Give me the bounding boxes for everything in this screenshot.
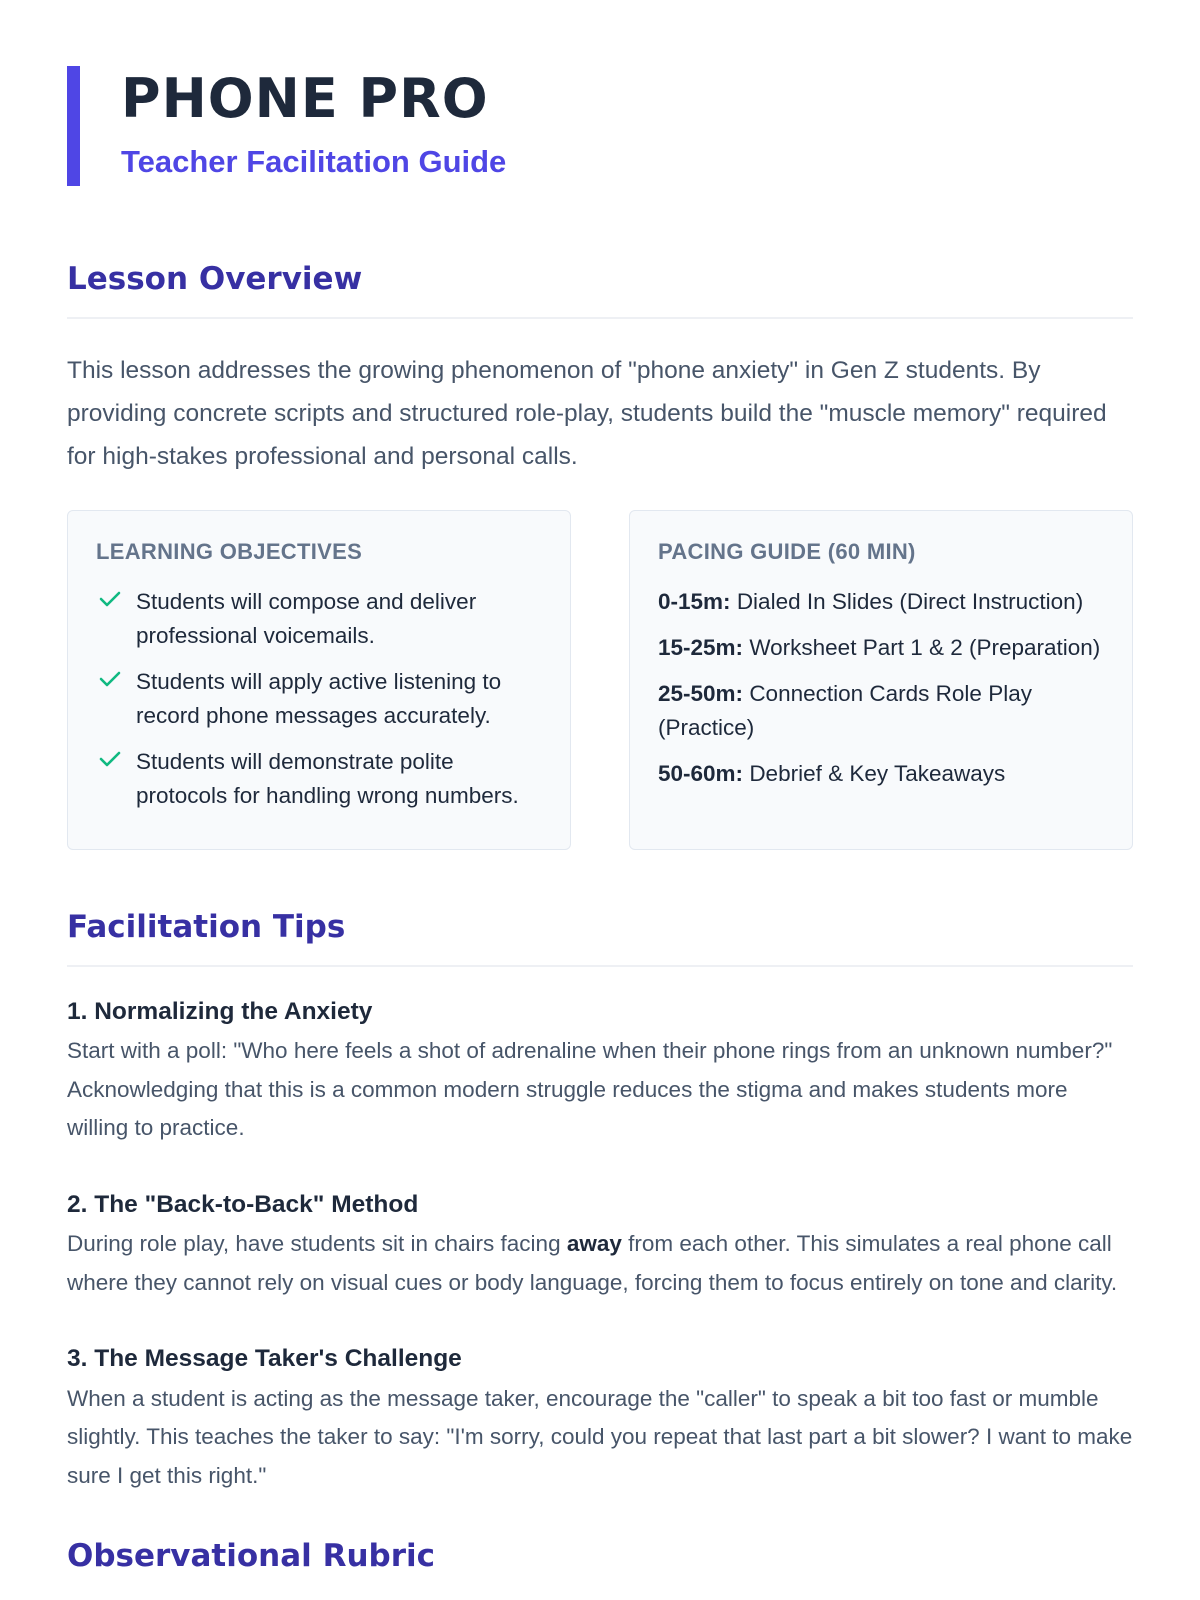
objectives-card <box>67 510 571 850</box>
tip-item <box>67 1190 1133 1302</box>
check-icon <box>98 745 122 775</box>
accent-bar <box>67 66 80 186</box>
overview-intro: This lesson addresses the growing phenomenon of "phone anxiety" in Gen Z students. By providing concrete scripts and structured role-play, students build the "muscle memory" required for high-stakes professional and personal calls. <box>67 357 1107 470</box>
objective-text: Students will demonstrate polite protocols for handling wrong numbers. <box>136 749 519 808</box>
pacing-item <box>658 677 1104 745</box>
objective-item <box>96 585 542 653</box>
pacing-time: 15-25m: <box>658 635 744 660</box>
objective-item <box>96 745 542 813</box>
tip-body-emphasis: away <box>566 1231 622 1257</box>
tips-heading: Facilitation Tips <box>67 909 346 945</box>
tip-title: 1. Normalizing the Anxiety <box>67 998 373 1025</box>
overview-heading: Lesson Overview <box>67 261 363 297</box>
tip-item <box>67 1344 1133 1495</box>
pacing-item <box>658 757 1104 791</box>
objective-text: Students will apply active listening to record phone messages accurately. <box>136 669 502 728</box>
check-icon <box>98 665 122 695</box>
pacing-time: 50-60m: <box>658 761 744 786</box>
pacing-time: 25-50m: <box>658 681 744 706</box>
pacing-text: Connection Cards Role Play (Practice) <box>658 681 1032 740</box>
tip-body <box>67 1225 1133 1302</box>
objective-text: Students will compose and deliver professional voicemails. <box>136 589 477 648</box>
info-cards <box>67 510 1133 850</box>
tip-body: When a student is acting as the message taker, encourage the "caller" to speak a bit too fast or mumble slightly. This teaches the taker to say: "I'm sorry, could you repeat that last part a bit slower? I want to make sure I get this right." <box>67 1385 1133 1488</box>
pacing-item <box>658 631 1104 665</box>
pacing-text: Worksheet Part 1 & 2 (Preparation) <box>749 635 1101 660</box>
page-title: PHONE PRO <box>121 67 489 130</box>
pacing-item <box>658 585 1104 619</box>
tip-item <box>67 997 1133 1148</box>
section-divider <box>67 317 1133 319</box>
section-divider <box>67 965 1133 967</box>
page-subtitle: Teacher Facilitation Guide <box>121 144 507 179</box>
tip-body-text: from each other. This simulates a real phone call where they cannot rely on visual cues or body language, forcing them to focus entirely on tone and clarity. <box>67 1231 1118 1295</box>
tip-body-text: During role play, have students sit in chairs facing <box>67 1231 567 1257</box>
pacing-title: PACING GUIDE (60 MIN) <box>658 539 916 564</box>
pacing-card <box>629 510 1133 850</box>
pacing-time: 0-15m: <box>658 589 731 614</box>
tip-title: 2. The "Back-to-Back" Method <box>67 1190 419 1218</box>
tip-body: Start with a poll: "Who here feels a shot of adrenaline when their phone rings from an unknown number?" Acknowledging that this is a common modern struggle reduces the stigma and makes students more willing to practice. <box>67 1038 1113 1141</box>
objective-item <box>96 665 542 733</box>
tip-title: 3. The Message Taker's Challenge <box>67 1345 462 1373</box>
rubric-heading: Observational Rubric <box>67 1538 436 1575</box>
objectives-title: LEARNING OBJECTIVES <box>96 539 363 564</box>
check-icon <box>98 585 122 615</box>
guide-header <box>67 66 1133 186</box>
pacing-text: Dialed In Slides (Direct Instruction) <box>736 589 1084 614</box>
pacing-text: Debrief & Key Takeaways <box>749 761 1006 786</box>
guide-page <box>67 66 1133 1575</box>
